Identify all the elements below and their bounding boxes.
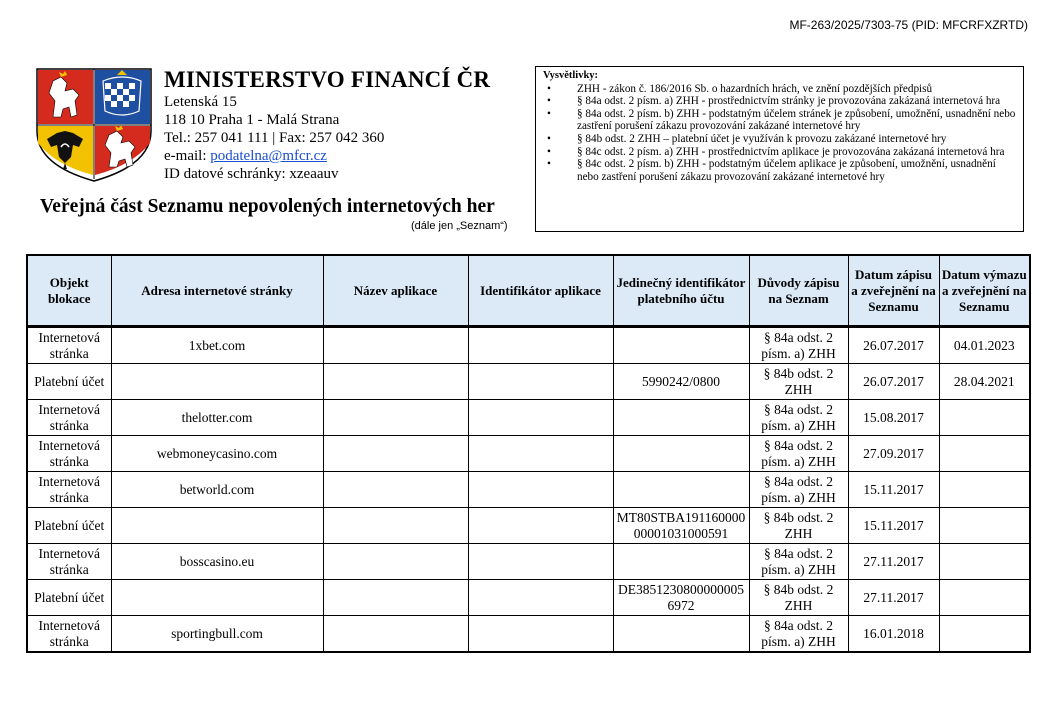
legend-box [535, 66, 1024, 232]
column-header: Název aplikace [323, 255, 468, 327]
table-cell [468, 616, 613, 653]
table-cell: DE38512308000000056972 [613, 580, 749, 616]
table-cell [613, 327, 749, 364]
table-cell [939, 580, 1030, 616]
table-cell: Internetová stránka [27, 400, 111, 436]
email-link[interactable]: podatelna@mfcr.cz [210, 148, 327, 164]
table-cell: Platební účet [27, 580, 111, 616]
table-cell: sportingbull.com [111, 616, 323, 653]
table-row [27, 364, 1030, 400]
table-row [27, 472, 1030, 508]
table-cell [323, 508, 468, 544]
table-cell: MT80STBA19116000000001031000591 [613, 508, 749, 544]
table-cell [323, 400, 468, 436]
table-cell: Platební účet [27, 508, 111, 544]
table-cell [468, 436, 613, 472]
table-cell: § 84b odst. 2 ZHH [749, 364, 848, 400]
data-box-id: ID datové schránky: xzeaauv [164, 166, 339, 182]
table-cell: 16.01.2018 [848, 616, 939, 653]
table-cell [939, 616, 1030, 653]
email-label: e-mail: [164, 148, 211, 164]
column-header: Důvody zápisu na Seznam [749, 255, 848, 327]
table-row [27, 616, 1030, 653]
column-header: Identifikátor aplikace [468, 255, 613, 327]
column-header: Jedinečný identifikátor platebního účtu [613, 255, 749, 327]
table-cell: 26.07.2017 [848, 364, 939, 400]
address-line-2: 118 10 Praha 1 - Malá Strana [164, 112, 340, 128]
table-header-row [27, 255, 1030, 327]
table-cell: Internetová stránka [27, 544, 111, 580]
table-cell [111, 508, 323, 544]
table-cell: Platební účet [27, 364, 111, 400]
table-cell: § 84a odst. 2 písm. a) ZHH [749, 616, 848, 653]
register-table [26, 254, 1031, 653]
table-cell: webmoneycasino.com [111, 436, 323, 472]
legend-item: • § 84b odst. 2 ZHH – platební účet je využíván k provozu zakázané internetové hry [543, 133, 1017, 146]
table-cell: § 84a odst. 2 písm. a) ZHH [749, 472, 848, 508]
table-cell: 15.11.2017 [848, 472, 939, 508]
table-cell [613, 544, 749, 580]
table-cell [468, 327, 613, 364]
legend-item: • § 84a odst. 2 písm. a) ZHH - prostřednictvím stránky je provozována zakázaná internetová hra [543, 95, 1017, 108]
ministry-contact-block [164, 66, 534, 183]
column-header: Datum zápisu a zveřejnění na Seznamu [848, 255, 939, 327]
table-cell [323, 544, 468, 580]
legend-list [543, 83, 1017, 184]
table-cell: Internetová stránka [27, 616, 111, 653]
column-header: Datum výmazu a zveřejnění na Seznamu [939, 255, 1030, 327]
table-cell: Internetová stránka [27, 436, 111, 472]
table-cell: § 84a odst. 2 písm. a) ZHH [749, 436, 848, 472]
table-cell [468, 364, 613, 400]
table-cell: bosscasino.eu [111, 544, 323, 580]
table-row [27, 327, 1030, 364]
table-cell: § 84b odst. 2 ZHH [749, 580, 848, 616]
table-cell [613, 436, 749, 472]
table-cell [613, 472, 749, 508]
table-cell [939, 436, 1030, 472]
table-cell: thelotter.com [111, 400, 323, 436]
page-title: Veřejná část Seznamu nepovolených internetových her [40, 196, 495, 217]
table-row [27, 400, 1030, 436]
table-cell [323, 580, 468, 616]
document-reference: MF-263/2025/7303-75 (PID: MFCRFXZRTD) [789, 18, 1028, 32]
column-header: Adresa internetové stránky [111, 255, 323, 327]
table-cell: 27.09.2017 [848, 436, 939, 472]
table-cell: betworld.com [111, 472, 323, 508]
table-cell [468, 508, 613, 544]
table-row [27, 544, 1030, 580]
table-cell: 27.11.2017 [848, 580, 939, 616]
address-line-1: Letenská 15 [164, 94, 237, 110]
table-cell [613, 400, 749, 436]
column-header: Objekt blokace [27, 255, 111, 327]
table-cell: Internetová stránka [27, 327, 111, 364]
table-cell: 04.01.2023 [939, 327, 1030, 364]
table-row [27, 508, 1030, 544]
table-row [27, 580, 1030, 616]
table-cell [613, 616, 749, 653]
table-cell [468, 400, 613, 436]
table-cell [939, 400, 1030, 436]
page-subtitle: (dále jen „Seznam“) [411, 220, 508, 232]
table-cell: 28.04.2021 [939, 364, 1030, 400]
table-cell: § 84b odst. 2 ZHH [749, 508, 848, 544]
legend-item: • § 84c odst. 2 písm. b) ZHH - podstatným účelem aplikace je způsobení, umožnění, usnadnění nebo zastření porušení zákazu provozování zakázané internetové hry [543, 158, 1017, 183]
table-row [27, 436, 1030, 472]
table-cell [323, 364, 468, 400]
table-cell: 15.11.2017 [848, 508, 939, 544]
table-cell [111, 364, 323, 400]
table-cell: Internetová stránka [27, 472, 111, 508]
table-cell: § 84a odst. 2 písm. a) ZHH [749, 400, 848, 436]
legend-item: • § 84c odst. 2 písm. a) ZHH - prostřednictvím aplikace je provozována zakázaná internetová hra [543, 146, 1017, 159]
phone-fax: Tel.: 257 041 111 | Fax: 257 042 360 [164, 130, 385, 146]
legend-title: Vysvětlivky: [543, 70, 599, 81]
table-cell: 26.07.2017 [848, 327, 939, 364]
table-cell [323, 472, 468, 508]
table-cell [939, 472, 1030, 508]
ministry-name: MINISTERSTVO FINANCÍ ČR [164, 67, 491, 92]
table-cell: 27.11.2017 [848, 544, 939, 580]
table-cell: § 84a odst. 2 písm. a) ZHH [749, 327, 848, 364]
table-cell: 1xbet.com [111, 327, 323, 364]
table-cell [468, 472, 613, 508]
table-cell [111, 580, 323, 616]
table-cell: 5990242/0800 [613, 364, 749, 400]
table-cell: 15.08.2017 [848, 400, 939, 436]
table-cell [468, 580, 613, 616]
table-cell [468, 544, 613, 580]
legend-item: • ZHH - zákon č. 186/2016 Sb. o hazardních hrách, ve znění pozdějších předpisů [543, 83, 1017, 96]
table-cell [939, 508, 1030, 544]
table-cell [323, 436, 468, 472]
czech-coat-of-arms-icon [35, 67, 153, 183]
table-cell [323, 327, 468, 364]
table-cell [323, 616, 468, 653]
table-cell: § 84a odst. 2 písm. a) ZHH [749, 544, 848, 580]
email-line [164, 147, 534, 165]
table-cell [939, 544, 1030, 580]
legend-item: • § 84a odst. 2 písm. b) ZHH - podstatným účelem stránek je způsobení, umožnění, usnadnění nebo zastření porušení zákazu provozování zakázané internetové hry [543, 108, 1017, 133]
